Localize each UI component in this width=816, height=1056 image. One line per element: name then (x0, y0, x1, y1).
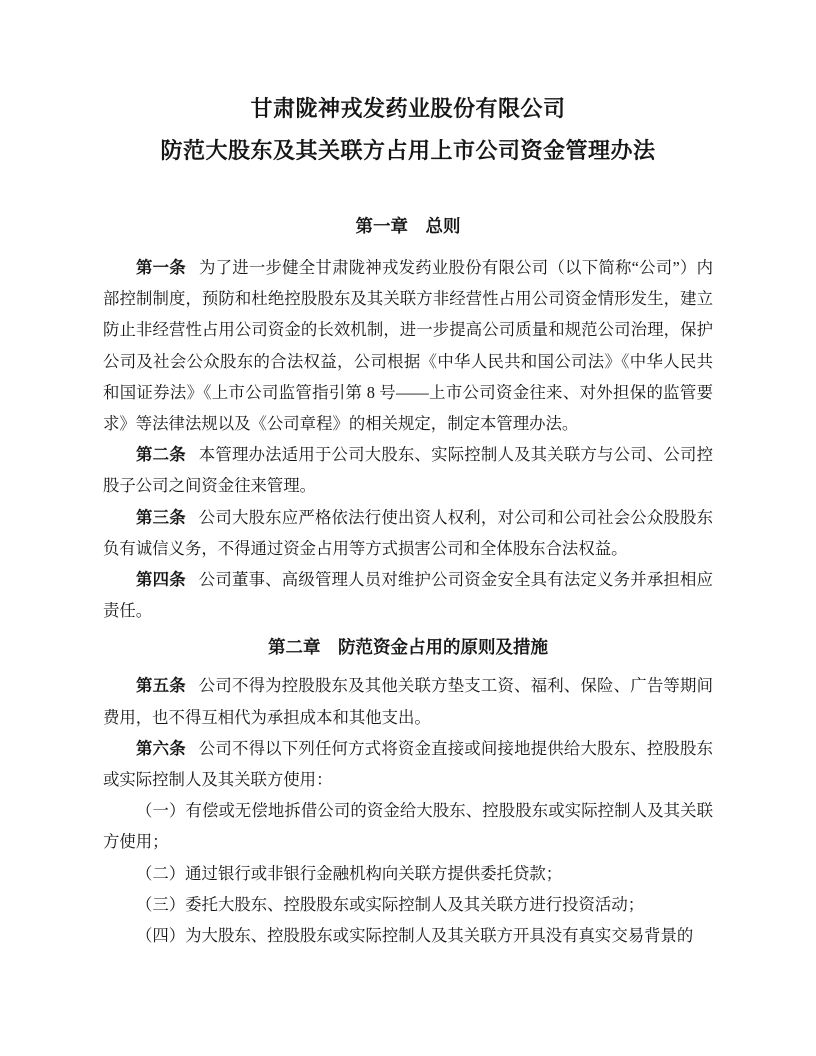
article-4-paragraph (103, 564, 713, 626)
article-1-text: 为了进一步健全甘肃陇神戎发药业股份有限公司（以下简称“公司”）内部控制制度，预防和杜绝控股股东及其关联方非经营性占用公司资金情形发生，建立防止非经营性占用公司资金的长效机制，进一步提高公司质量和规范公司治理，保护公司及社会公众股东的合法权益，公司根据《中华人民共和国公司法》《中华人民共和国证券法》《上市公司监管指引第 8 号——上市公司资金往来、对外担保的监管要求》等法律法规以及《公司章程》的相关规定，制定本管理办法。 (103, 258, 713, 434)
chapter-2 (103, 631, 713, 951)
chapter-1 (103, 210, 713, 626)
article-1-number: 第一条 (136, 258, 186, 277)
article-5-text: 公司不得为控股股东及其他关联方垫支工资、福利、保险、广告等期间费用，也不得互相代为承担成本和其他支出。 (103, 676, 714, 727)
document-title (103, 88, 713, 172)
title-line-2: 防范大股东及其关联方占用上市公司资金管理办法 (160, 138, 656, 163)
article-3-text: 公司大股东应严格依法行使出资人权利，对公司和公司社会公众股股东负有诚信义务，不得通过资金占用等方式损害公司和全体股东合法权益。 (103, 507, 714, 558)
article-1-paragraph (103, 252, 713, 439)
article-3-number: 第三条 (136, 507, 186, 527)
article-6-text: 公司不得以下列任何方式将资金直接或间接地提供给大股东、控股股东或实际控制人及其关联方使用： (103, 738, 714, 790)
article-4-number: 第四条 (136, 570, 186, 590)
chapter-1-heading: 第一章 总则 (355, 216, 461, 236)
article-6-number: 第六条 (136, 738, 186, 758)
article-6-paragraph (103, 733, 713, 795)
title-line-1: 甘肃陇神戎发药业股份有限公司 (250, 96, 566, 121)
list-item-2: （二）通过银行或非银行金融机构向关联方提供委托贷款； (136, 863, 563, 883)
list-item-3: （三）委托大股东、控股股东或实际控制人及其关联方进行投资活动； (136, 894, 645, 914)
chapter-2-heading: 第二章 防范资金占用的原则及措施 (268, 637, 548, 658)
article-5-paragraph (103, 670, 713, 732)
article-2-text: 本管理办法适用于公司大股东、实际控制人及其关联方与公司、公司控股子公司之间资金往来管理。 (103, 445, 714, 496)
article-2-number: 第二条 (136, 445, 186, 465)
list-item-1: （一）有偿或无偿地拆借公司的资金给大股东、控股股东或实际控制人及其关联方使用； (103, 801, 713, 852)
article-5-number: 第五条 (136, 676, 186, 696)
article-2-paragraph (103, 439, 713, 501)
list-item-4: （四）为大股东、控股股东或实际控制人及其关联方开具没有真实交易背景的 (136, 926, 694, 946)
article-3-paragraph (103, 502, 713, 564)
article-4-text: 公司董事、高级管理人员对维护公司资金安全具有法定义务并承担相应责任。 (103, 570, 714, 621)
